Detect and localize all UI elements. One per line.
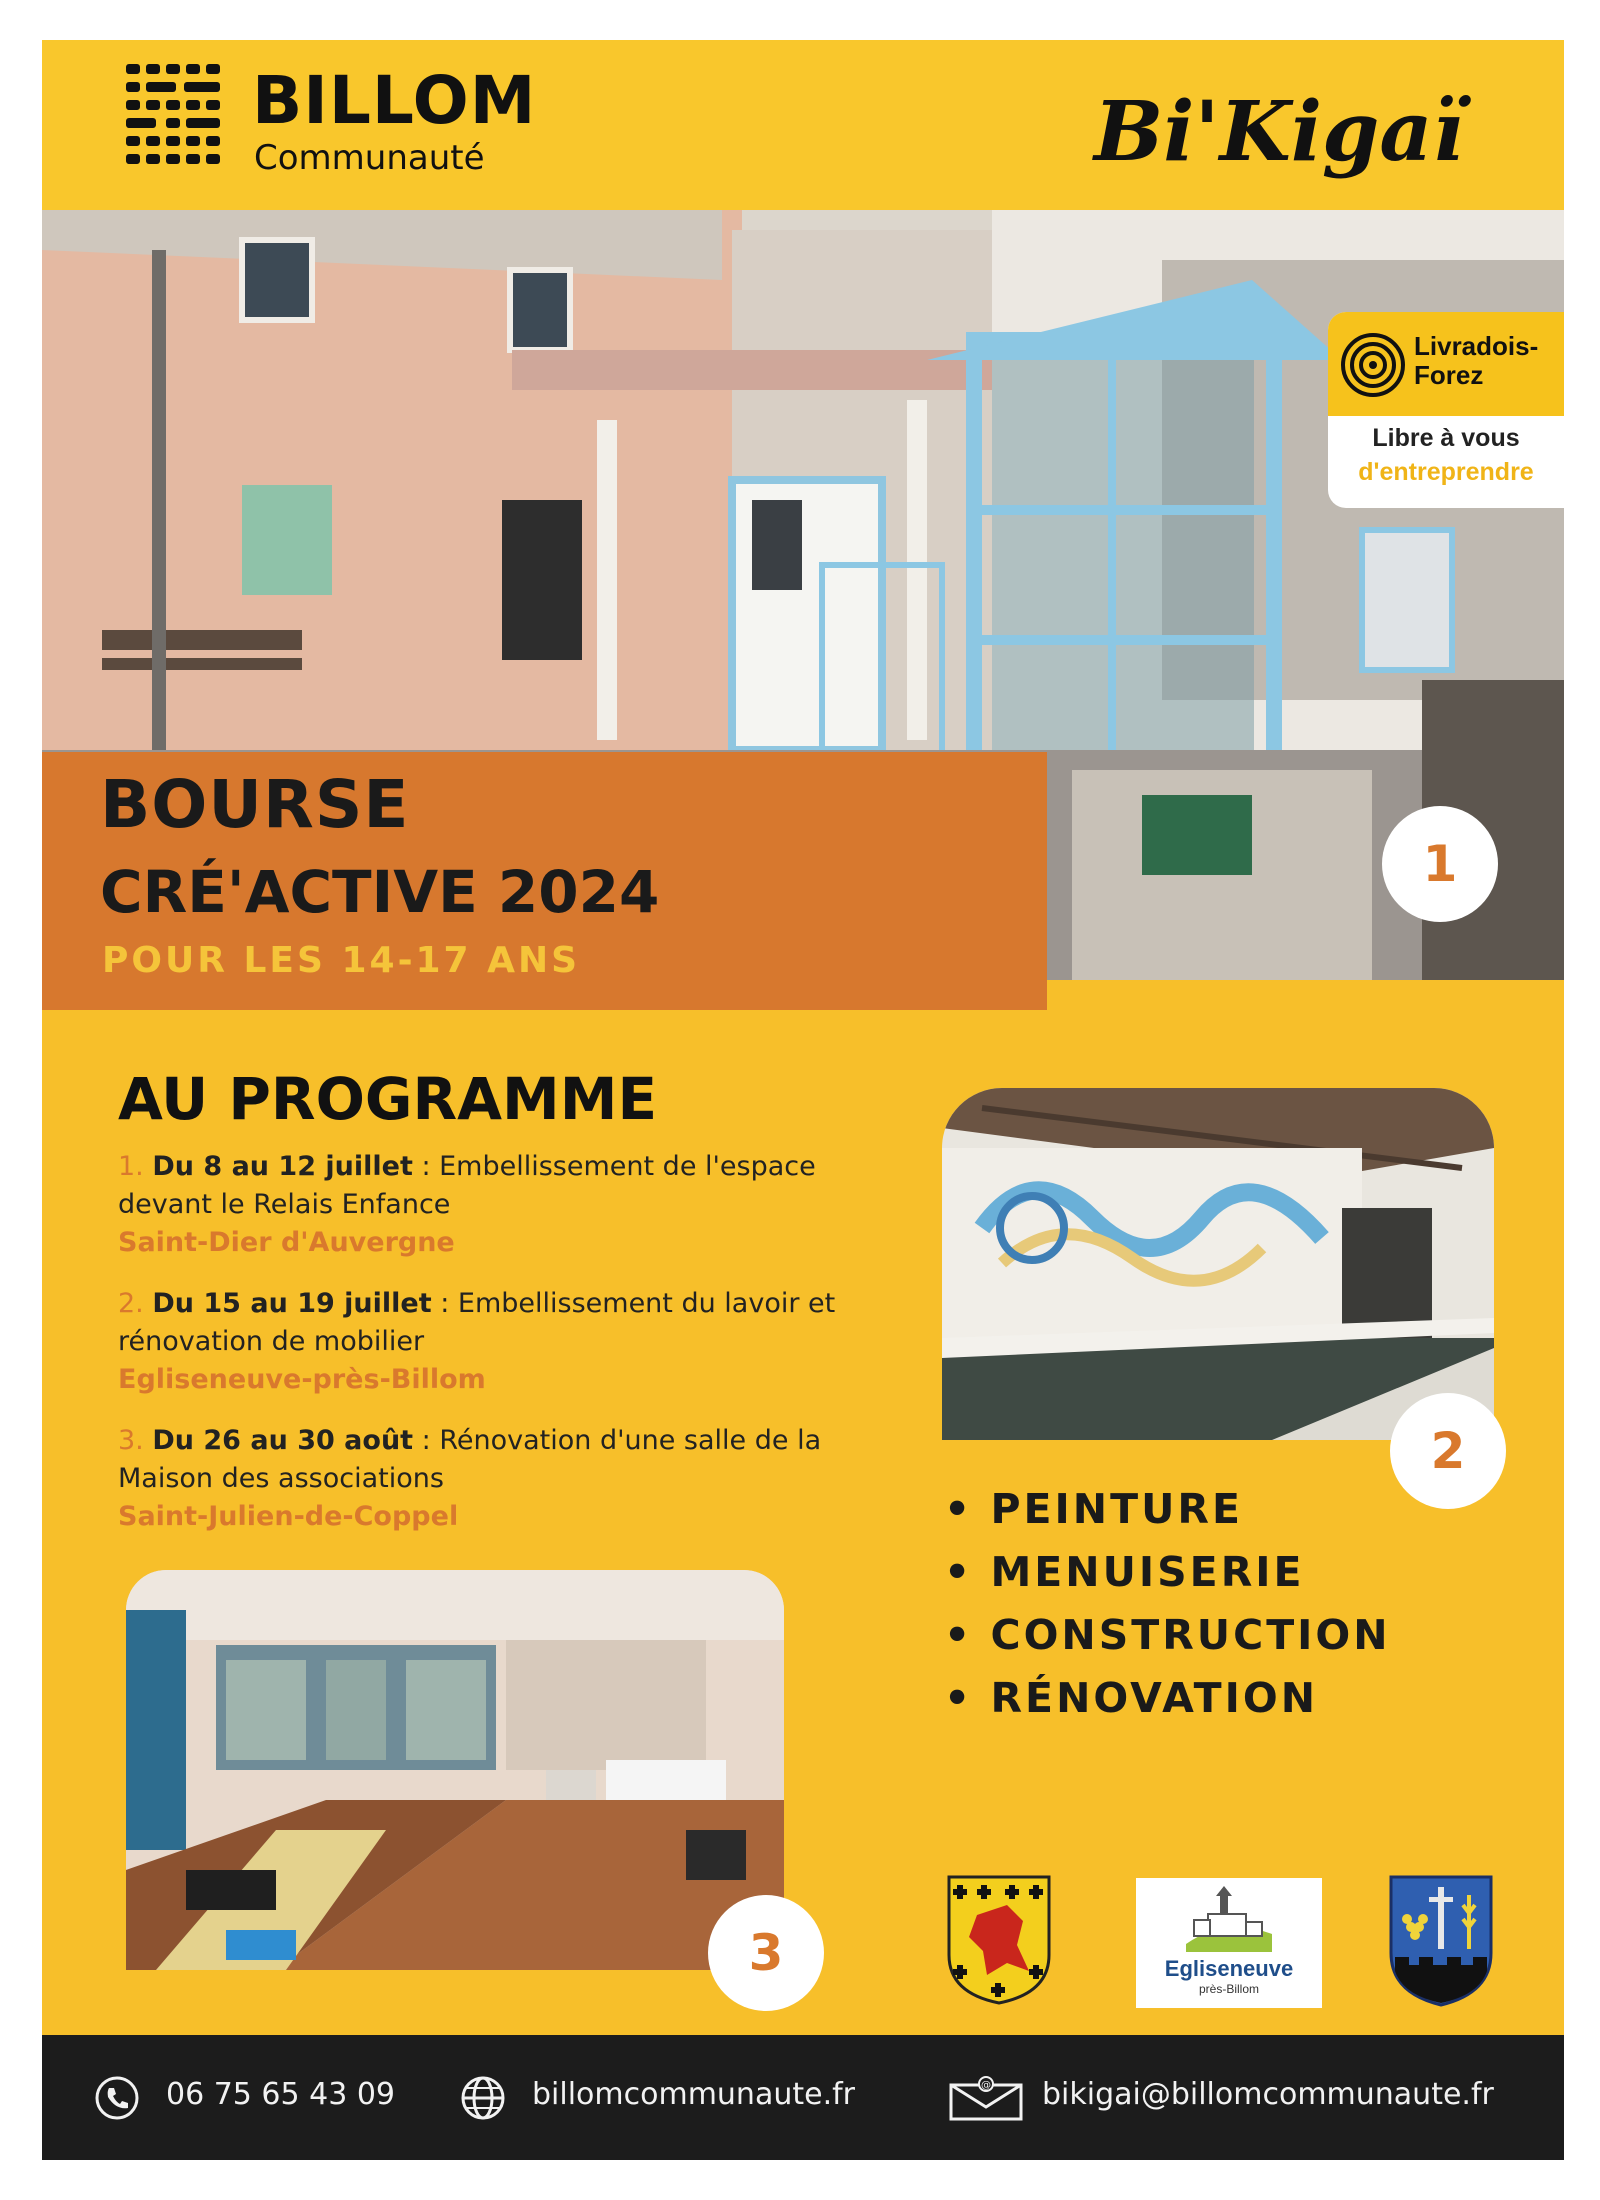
programme-item-dates: Du 26 au 30 août [152, 1425, 414, 1456]
programme-item-description: : Embellissement de l'espace devant le Relais Enfance [118, 1151, 816, 1220]
programme-heading: AU PROGRAMME [118, 1065, 658, 1133]
egliseneuve-name: Egliseneuve [1164, 1956, 1294, 1981]
activity-label: PEINTURE [990, 1485, 1243, 1533]
photo-number-3: 3 [708, 1895, 824, 2011]
partner-badge-name-line1: Livradois- [1414, 331, 1539, 361]
footer [42, 2035, 1564, 2160]
billom-logo-icon [124, 62, 228, 172]
partner-badge-tagline2: d'entreprendre [1358, 458, 1534, 486]
programme-item-2 [118, 1285, 836, 1399]
programme-item-description: : Embellissement du lavoir et rénovation de mobilier [118, 1288, 836, 1357]
programme-item-dates: Du 15 au 19 juillet [152, 1288, 432, 1319]
partner-badge-name-line2: Forez [1414, 360, 1484, 390]
egliseneuve-subtitle: près-Billom [1198, 1982, 1259, 1996]
activities-list [944, 1485, 1391, 1737]
svg-text:@: @ [981, 2080, 991, 2091]
program-logo: Bi'Kigaï [1094, 84, 1464, 180]
activity-item: • MENUISERIE [944, 1548, 1305, 1596]
photo-lavoir [942, 1088, 1494, 1440]
partner-badge-tagline1: Libre à vous [1372, 424, 1520, 452]
programme-item-number: 1. [118, 1151, 144, 1182]
programme-item-description: : Rénovation d'une salle de la Maison des associations [118, 1425, 822, 1494]
programme-item-1 [118, 1148, 836, 1262]
egliseneuve-logo [1136, 1878, 1322, 2008]
org-subtitle: Communauté [254, 138, 485, 178]
photo-number-1: 1 [1382, 806, 1498, 922]
activity-label: CONSTRUCTION [990, 1611, 1391, 1659]
globe-icon [460, 2075, 506, 2121]
activity-label: RÉNOVATION [990, 1674, 1319, 1722]
programme-item-place: Saint-Julien-de-Coppel [118, 1501, 459, 1532]
photo-maison-associations [126, 1570, 784, 1970]
partner-badge-livradois-forez [1328, 312, 1564, 508]
church-village-icon [1186, 1886, 1272, 1952]
footer-phone[interactable]: 06 75 65 43 09 [166, 2077, 396, 2112]
coat-of-arms-lion-icon [947, 1875, 1051, 2005]
org-name: BILLOM [252, 62, 537, 139]
programme-item-number: 2. [118, 1288, 144, 1319]
programme-item-place: Egliseneuve-près-Billom [118, 1364, 486, 1395]
programme-item-place: Saint-Dier d'Auvergne [118, 1227, 455, 1258]
title-age-range: POUR LES 14-17 ANS [102, 940, 581, 981]
programme-item-dates: Du 8 au 12 juillet [152, 1151, 413, 1182]
programme-item-number: 3. [118, 1425, 144, 1456]
header [42, 40, 1564, 210]
title-line1: BOURSE [100, 766, 410, 843]
phone-icon [94, 2075, 140, 2121]
partner-badge-top [1328, 312, 1564, 416]
poster [42, 40, 1564, 2160]
activity-item: • RÉNOVATION [944, 1674, 1319, 1722]
partner-badge-name [1414, 332, 1538, 390]
activity-item: • PEINTURE [944, 1485, 1243, 1533]
footer-website[interactable]: billomcommunaute.fr [532, 2077, 855, 2112]
activity-label: MENUISERIE [990, 1548, 1305, 1596]
photo-number-2: 2 [1390, 1393, 1506, 1509]
footer-email[interactable]: bikigai@billomcommunaute.fr [1042, 2077, 1494, 2112]
title-box [42, 752, 1047, 1010]
title-line2: CRÉ'ACTIVE 2024 [100, 858, 660, 926]
coat-of-arms-sword-grapes-icon [1389, 1875, 1493, 2007]
fingerprint-ring-icon [1340, 332, 1406, 398]
activity-item: • CONSTRUCTION [944, 1611, 1391, 1659]
programme-item-3 [118, 1422, 836, 1536]
mail-icon [948, 2075, 1024, 2121]
